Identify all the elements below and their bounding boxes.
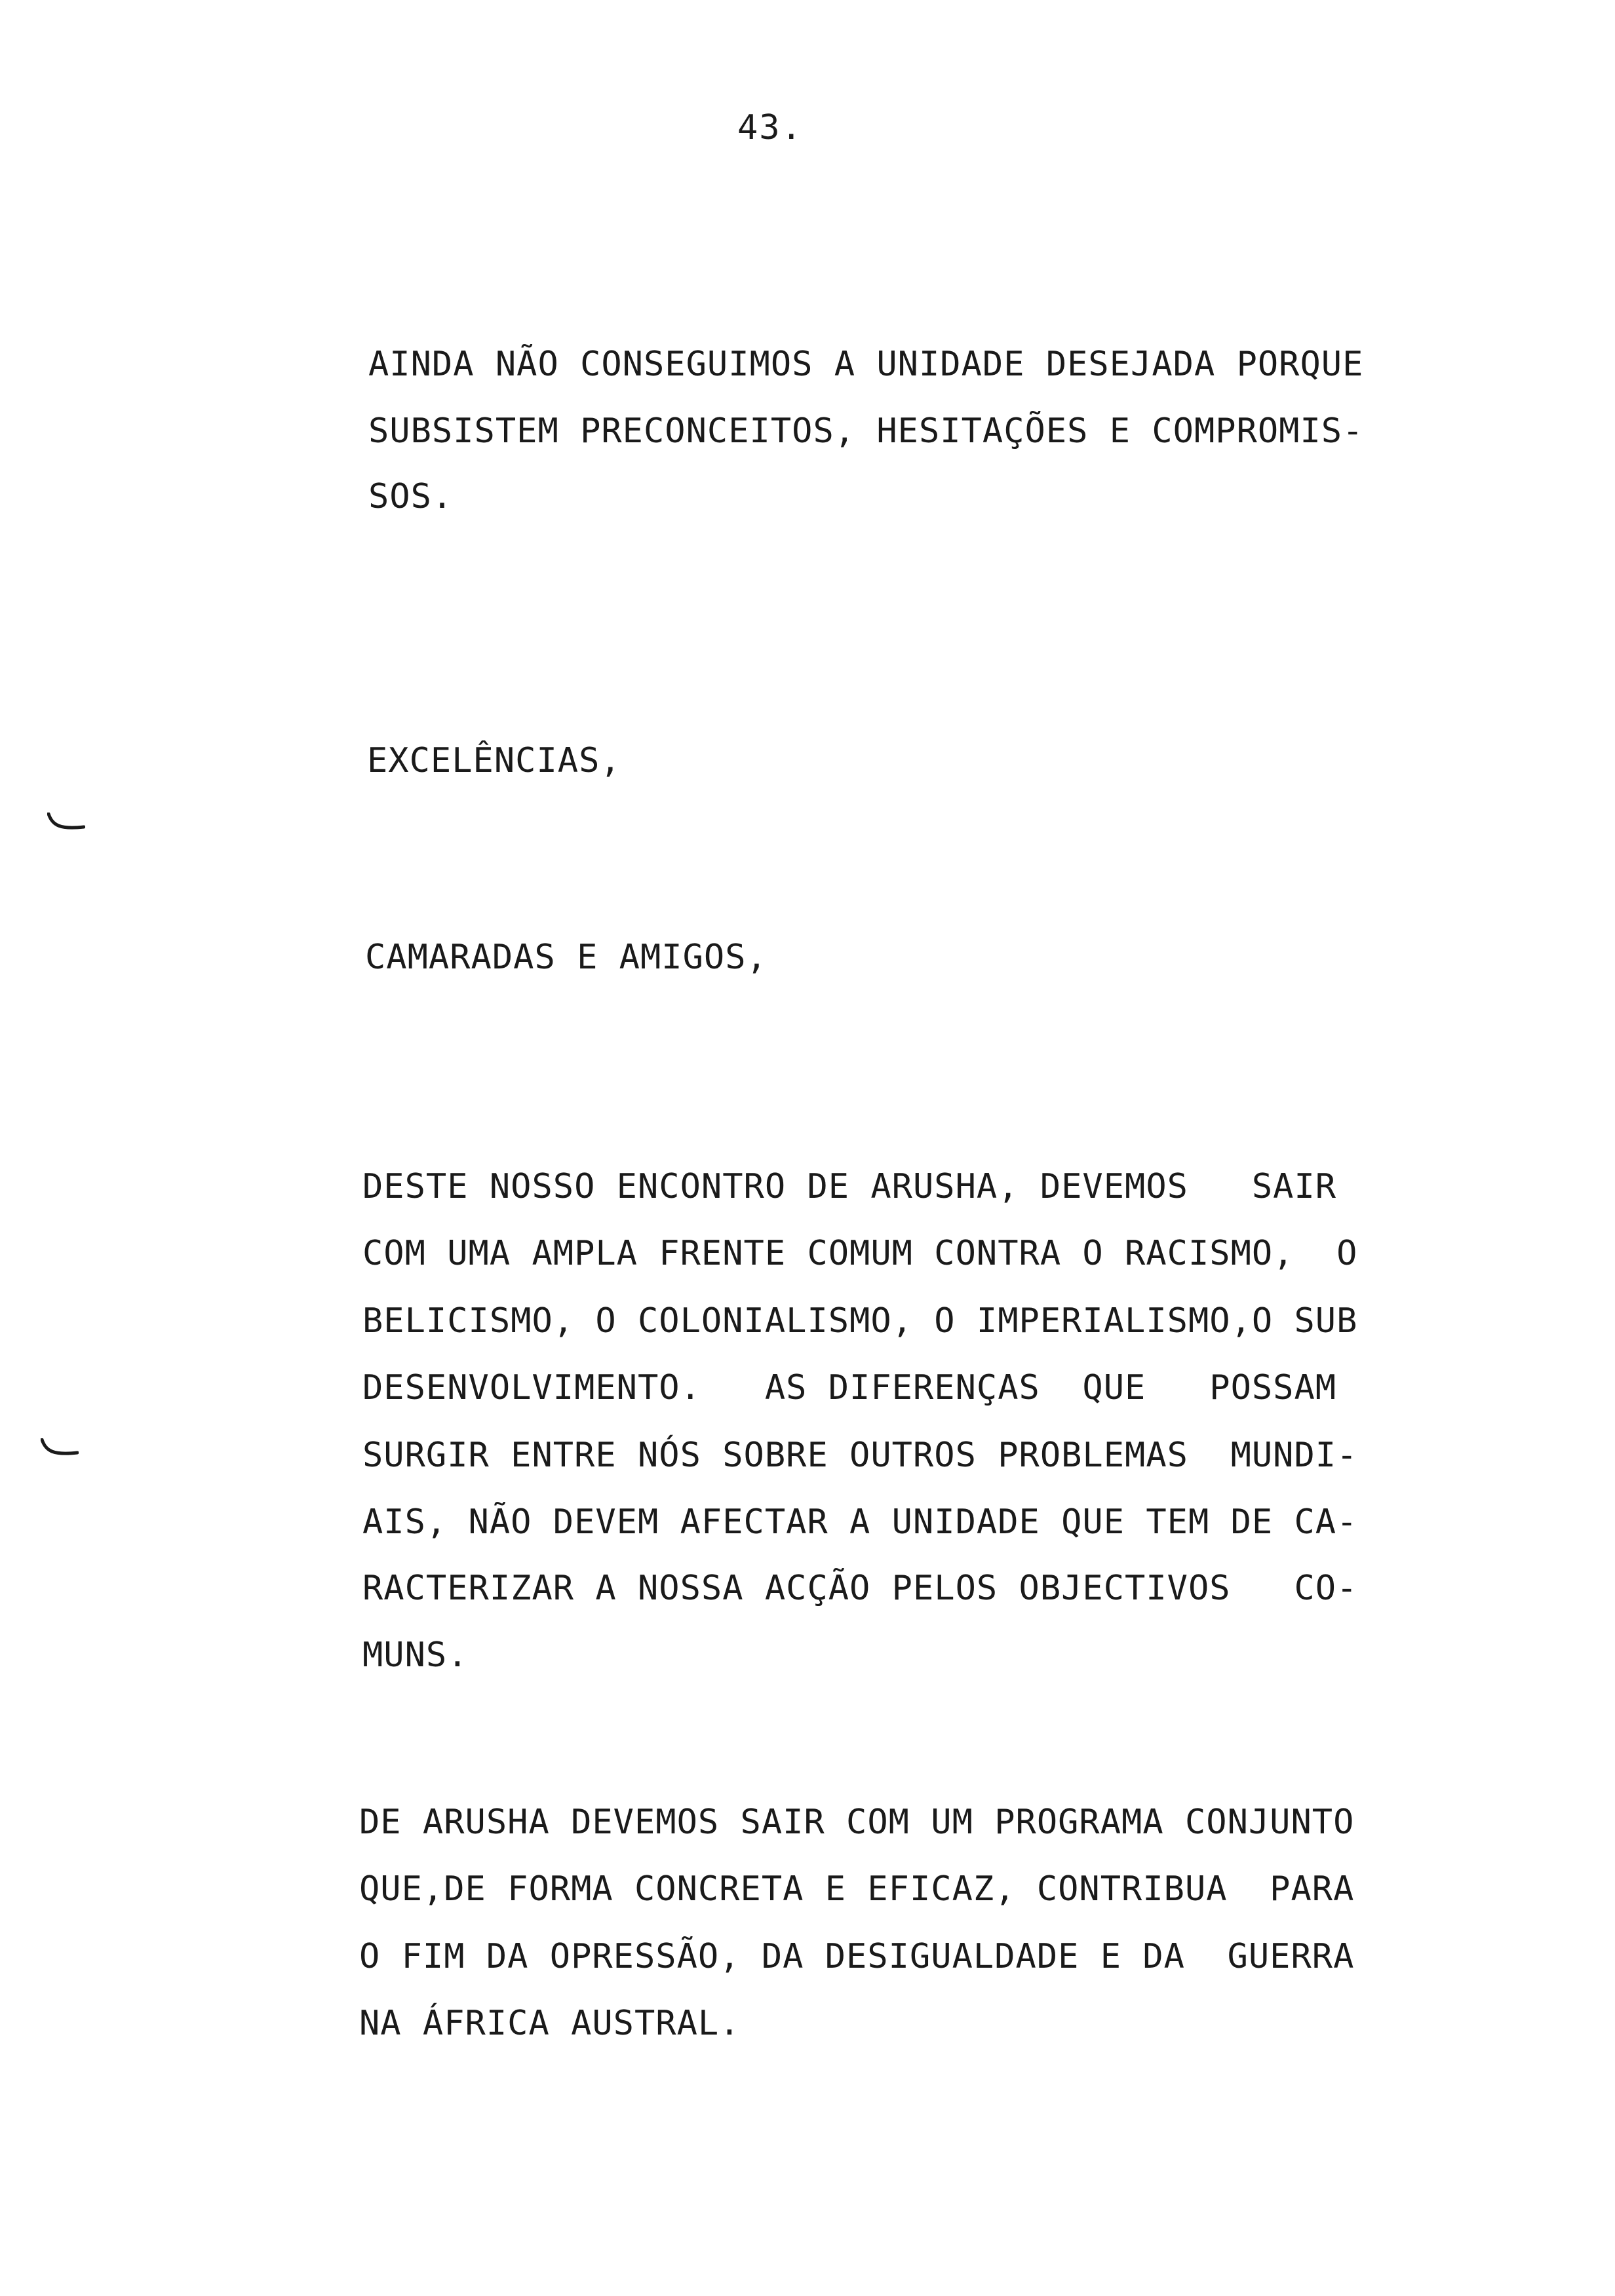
paragraph-4-line-6: AIS, NÃO DEVEM AFECTAR A UNIDADE QUE TEM DE CA- xyxy=(362,1502,1358,1542)
check-mark-icon xyxy=(41,1438,79,1457)
salutation-comrades: CAMARADAS E AMIGOS, xyxy=(365,938,768,977)
page-number: 43. xyxy=(737,108,803,147)
paragraph-4-line-4: DESENVOLVIMENTO. AS DIFERENÇAS QUE POSSAM xyxy=(362,1368,1337,1407)
paragraph-1-line-1: AINDA NÃO CONSEGUIMOS A UNIDADE DESEJADA PORQUE xyxy=(368,345,1364,384)
salutation-excellencies: EXCELÊNCIAS, xyxy=(367,741,621,780)
paragraph-5-line-4: NA ÁFRICA AUSTRAL. xyxy=(359,2004,741,2043)
paragraph-4-line-3: BELICISMO, O COLONIALISMO, O IMPERIALISMO,O SUB xyxy=(362,1301,1358,1341)
paragraph-5-line-2: QUE,DE FORMA CONCRETA E EFICAZ, CONTRIBUA PARA xyxy=(359,1869,1355,1909)
paragraph-4-line-2: COM UMA AMPLA FRENTE COMUM CONTRA O RACISMO, O xyxy=(362,1234,1358,1273)
paragraph-4-line-1: DESTE NOSSO ENCONTRO DE ARUSHA, DEVEMOS SAIR xyxy=(362,1167,1337,1206)
paragraph-4-line-8: MUNS. xyxy=(362,1636,469,1675)
paragraph-5-line-3: O FIM DA OPRESSÃO, DA DESIGUALDADE E DA GUERRA xyxy=(359,1937,1355,1976)
paragraph-4-line-7: RACTERIZAR A NOSSA ACÇÃO PELOS OBJECTIVOS CO- xyxy=(362,1569,1358,1608)
paragraph-5-line-1: DE ARUSHA DEVEMOS SAIR COM UM PROGRAMA CONJUNTO xyxy=(359,1803,1355,1842)
paragraph-1-line-3: SOS. xyxy=(368,477,454,516)
check-mark-icon xyxy=(47,813,85,831)
paragraph-1-line-2: SUBSISTEM PRECONCEITOS, HESITAÇÕES E COMPROMIS- xyxy=(368,411,1364,451)
paragraph-4-line-5: SURGIR ENTRE NÓS SOBRE OUTROS PROBLEMAS MUNDI- xyxy=(362,1436,1358,1475)
